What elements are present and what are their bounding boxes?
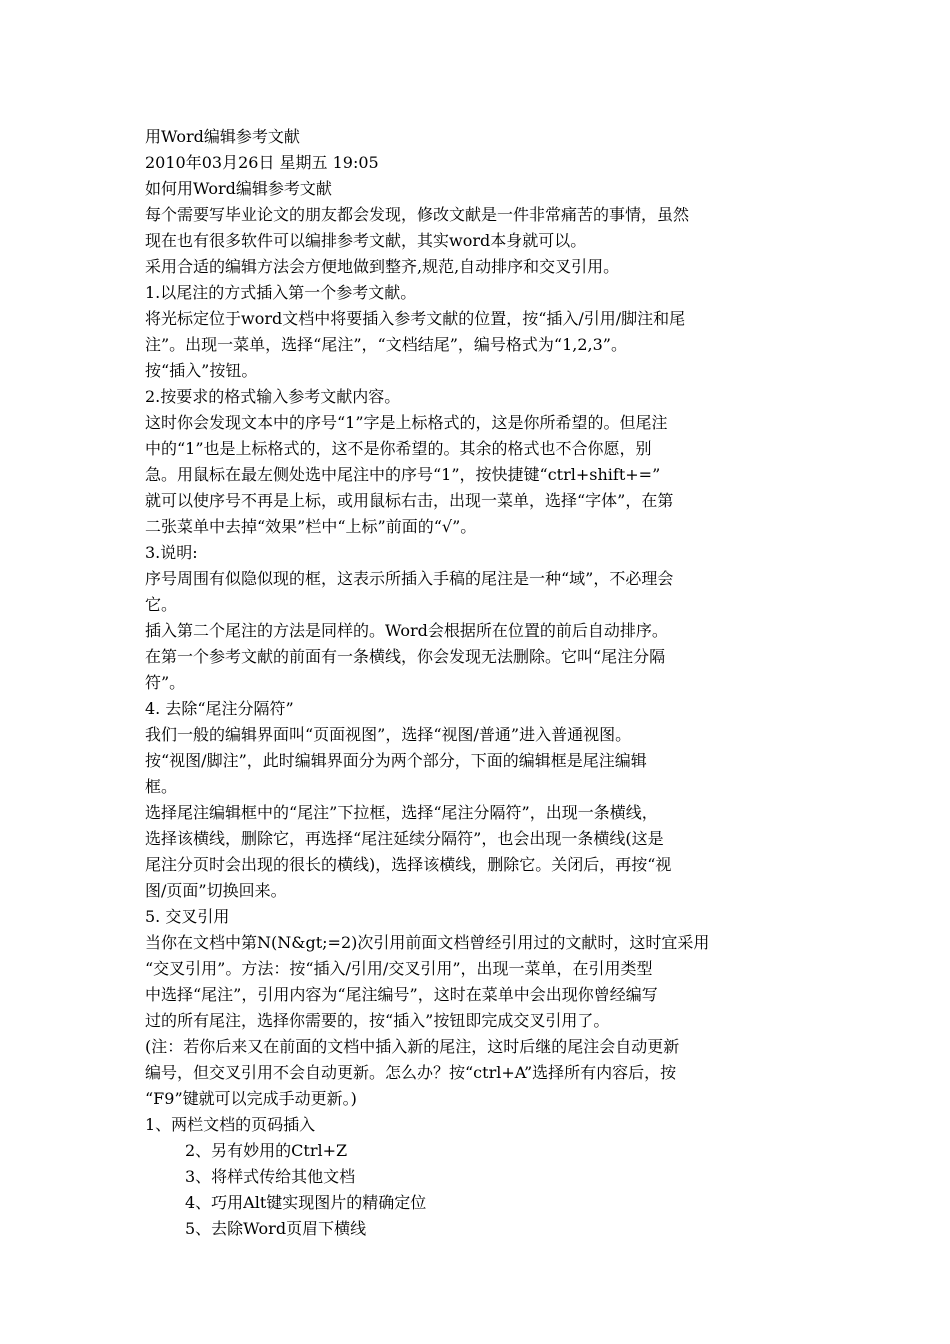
text-line: 序号周围有似隐似现的框，这表示所插入手稿的尾注是一种“域”，不必理会 bbox=[145, 569, 674, 588]
text-line: 尾注分页时会出现的很长的横线)，选择该横线，删除它。关闭后，再按“视 bbox=[145, 855, 672, 874]
text-line: 过的所有尾注，选择你需要的，按“插入”按钮即完成交叉引用了。 bbox=[145, 1011, 610, 1030]
text-line: 2.按要求的格式输入参考文献内容。 bbox=[145, 387, 401, 406]
text-line: 1、两栏文档的页码插入 bbox=[145, 1115, 316, 1134]
text-line: 4. 去除“尾注分隔符” bbox=[145, 699, 294, 718]
text-line: 按“插入”按钮。 bbox=[145, 361, 258, 380]
text-line: 4、巧用Alt键实现图片的精确定位 bbox=[185, 1193, 427, 1212]
text-line: 现在也有很多软件可以编排参考文献，其实word本身就可以。 bbox=[145, 231, 587, 250]
text-line: 选择尾注编辑框中的“尾注”下拉框，选择“尾注分隔符”，出现一条横线， bbox=[145, 803, 658, 822]
text-line: 中的“1”也是上标格式的，这不是你希望的。其余的格式也不合你愿，别 bbox=[145, 439, 652, 458]
text-line: 我们一般的编辑界面叫“页面视图”，选择“视图/普通”进入普通视图。 bbox=[145, 725, 632, 744]
text-line: 用Word编辑参考文献 bbox=[145, 127, 300, 146]
text-line: 符”。 bbox=[145, 673, 186, 692]
text-line: 中选择“尾注”，引用内容为“尾注编号”，这时在菜单中会出现你曾经编写 bbox=[145, 985, 658, 1004]
text-line: 将光标定位于word文档中将要插入参考文献的位置，按“插入/引用/脚注和尾 bbox=[145, 309, 686, 328]
text-line: 这时你会发现文本中的序号“1”字是上标格式的，这是你所希望的。但尾注 bbox=[145, 413, 668, 432]
text-line: 3.说明: bbox=[145, 543, 198, 562]
text-line: 采用合适的编辑方法会方便地做到整齐,规范,自动排序和交叉引用。 bbox=[145, 257, 620, 276]
text-line: 图/页面”切换回来。 bbox=[145, 881, 287, 900]
text-line: 编号，但交叉引用不会自动更新。怎么办？按“ctrl+A”选择所有内容后，按 bbox=[145, 1063, 677, 1082]
text-line: “交叉引用”。方法：按“插入/引用/交叉引用”，出现一菜单，在引用类型 bbox=[145, 959, 653, 978]
text-line: 在第一个参考文献的前面有一条横线，你会发现无法删除。它叫“尾注分隔 bbox=[145, 647, 666, 666]
text-line: 如何用Word编辑参考文献 bbox=[145, 179, 332, 198]
text-line: 插入第二个尾注的方法是同样的。Word会根据所在位置的前后自动排序。 bbox=[145, 621, 668, 640]
text-line: 当你在文档中第N(N&gt;=2)次引用前面文档曾经引用过的文献时，这时宜采用 bbox=[145, 933, 710, 952]
document-body bbox=[145, 124, 810, 1242]
text-line: 二张菜单中去掉“效果”栏中“上标”前面的“√”。 bbox=[145, 517, 477, 536]
text-line: 注”。出现一菜单，选择“尾注”，“文档结尾”，编号格式为“1,2,3”。 bbox=[145, 335, 627, 354]
text-line: 2010年03月26日 星期五 19:05 bbox=[145, 153, 379, 172]
text-line: 每个需要写毕业论文的朋友都会发现，修改文献是一件非常痛苦的事情，虽然 bbox=[145, 205, 690, 224]
text-line: 1.以尾注的方式插入第一个参考文献。 bbox=[145, 283, 417, 302]
text-line: 急。用鼠标在最左侧处选中尾注中的序号“1”，按快捷键“ctrl+shift+=” bbox=[145, 465, 661, 484]
text-line: 就可以使序号不再是上标，或用鼠标右击，出现一菜单，选择“字体”，在第 bbox=[145, 491, 674, 510]
text-line: 2、另有妙用的Ctrl+Z bbox=[185, 1141, 348, 1160]
text-line: 框。 bbox=[145, 777, 178, 796]
text-line: “F9”键就可以完成手动更新。) bbox=[145, 1089, 357, 1108]
text-line: (注：若你后来又在前面的文档中插入新的尾注，这时后继的尾注会自动更新 bbox=[145, 1037, 680, 1056]
text-line: 5、去除Word页眉下横线 bbox=[185, 1219, 367, 1238]
text-line: 它。 bbox=[145, 595, 178, 614]
text-line: 选择该横线，删除它，再选择“尾注延续分隔符”，也会出现一条横线(这是 bbox=[145, 829, 664, 848]
text-line: 3、将样式传给其他文档 bbox=[185, 1167, 356, 1186]
text-line: 5. 交叉引用 bbox=[145, 907, 230, 926]
text-line: 按“视图/脚注”，此时编辑界面分为两个部分，下面的编辑框是尾注编辑 bbox=[145, 751, 647, 770]
